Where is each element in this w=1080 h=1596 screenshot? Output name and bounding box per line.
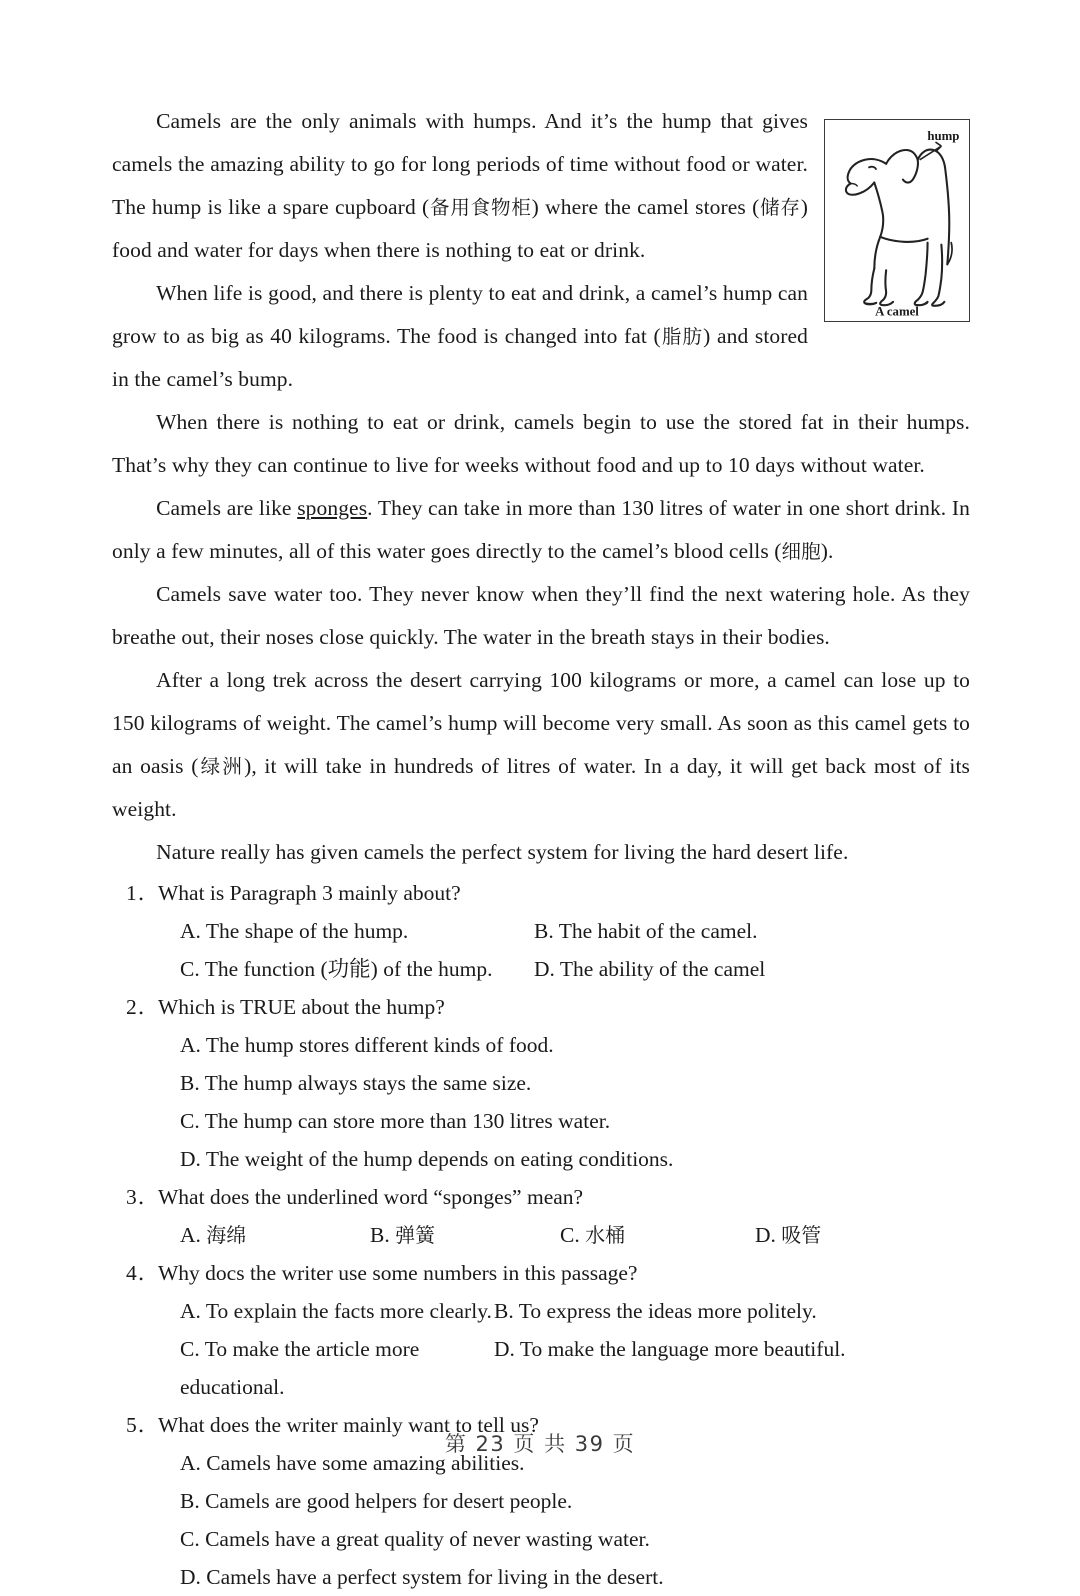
question-2-stem xyxy=(112,988,970,1026)
question-5-option-b[interactable]: B. Camels are good helpers for desert people. xyxy=(180,1489,573,1513)
question-3-option-c[interactable] xyxy=(560,1216,755,1254)
chinese-gloss: 脂肪 xyxy=(660,325,704,348)
question-3-option-c-prefix: C. xyxy=(560,1223,580,1247)
question-4-options-row-1 xyxy=(112,1292,970,1330)
question-3-option-b-prefix: B. xyxy=(370,1223,390,1247)
chinese-gloss: 储存 xyxy=(759,196,801,219)
passage-paragraph-2: When life is good, and there is plenty to eat and drink, a camel’s hump can grow to as big as 40 kilograms. The food is changed into fat (脂肪) and stored in the camel’s bump. xyxy=(112,281,809,391)
figure-hump-label: hump xyxy=(927,129,960,144)
passage-paragraph-4: Camels are like sponges. They can take in more than 130 litres of water in one short drink. In only a few minutes, all of this water goes directly to the camel’s blood cells (细胞). xyxy=(112,496,971,563)
question-4 xyxy=(112,1254,970,1406)
page-content xyxy=(112,100,970,1596)
question-2-text: Which is TRUE about the hump? xyxy=(158,995,445,1019)
question-3-option-b-text: 弹簧 xyxy=(395,1223,436,1247)
question-1-option-b[interactable]: B. The habit of the camel. xyxy=(534,919,758,943)
question-1-text: What is Paragraph 3 mainly about? xyxy=(158,881,461,905)
question-4-option-c[interactable]: C. To make the article more educational. xyxy=(180,1337,420,1399)
question-3-option-d-prefix: D. xyxy=(755,1223,776,1247)
question-3-options-row xyxy=(112,1216,970,1254)
question-2-option-b-row xyxy=(112,1064,970,1102)
question-5-option-b-row xyxy=(112,1482,970,1520)
passage-paragraph-1: Camels are the only animals with humps. And it’s the hump that gives camels the amazing ability to go for long periods of time without food or water. The hump is like a spare cupboard (备用食物柜) where the camel stores (储存) food and water for days when there is nothing to eat or drink. xyxy=(112,109,808,262)
question-5-text: What does the writer mainly want to tell us? xyxy=(158,1413,539,1437)
passage-paragraph-7: Nature really has given camels the perfect system for living the hard desert life. xyxy=(156,840,849,864)
question-3 xyxy=(112,1178,970,1254)
passage-paragraph-6: After a long trek across the desert carrying 100 kilograms or more, a camel can lose up to 150 kilograms of weight. The camel’s hump will become very small. As soon as this camel gets to an oasis (绿洲), it will take in hundreds of litres of water. In a day, it will get back most of its weight. xyxy=(112,668,971,821)
question-4-text: Why docs the writer use some numbers in this passage? xyxy=(158,1261,638,1285)
question-2-option-a-row xyxy=(112,1026,970,1064)
question-4-number: 4． xyxy=(126,1261,161,1285)
question-1-number: 1． xyxy=(126,881,161,905)
question-1-option-c[interactable]: C. The function (功能) of the hump. xyxy=(180,957,493,981)
chinese-gloss: 绿洲 xyxy=(198,755,245,778)
question-5-option-d[interactable]: D. Camels have a perfect system for living in the desert. xyxy=(180,1565,664,1589)
question-2-option-a[interactable]: A. The hump stores different kinds of food. xyxy=(180,1033,554,1057)
question-5-number: 5． xyxy=(126,1413,161,1437)
question-4-options-row-2 xyxy=(112,1330,970,1406)
question-3-option-d-text: 吸管 xyxy=(781,1223,822,1247)
underlined-word: sponges xyxy=(297,496,368,520)
camel-figure-box xyxy=(824,119,970,322)
question-2-option-b[interactable]: B. The hump always stays the same size. xyxy=(180,1071,532,1095)
question-2-option-d-row xyxy=(112,1140,970,1178)
question-3-option-b[interactable] xyxy=(370,1216,560,1254)
question-3-option-c-text: 水桶 xyxy=(585,1223,626,1247)
question-3-option-d[interactable] xyxy=(755,1216,945,1254)
question-2-number: 2． xyxy=(126,995,161,1019)
question-1-option-a[interactable]: A. The shape of the hump. xyxy=(180,919,409,943)
chinese-gloss: 细胞 xyxy=(781,540,821,563)
question-5-option-a[interactable]: A. Camels have some amazing abilities. xyxy=(180,1451,525,1475)
question-3-option-a[interactable] xyxy=(180,1216,370,1254)
question-1-options-row-2 xyxy=(112,950,970,988)
figure-caption: A camel xyxy=(875,304,919,319)
question-4-option-b[interactable]: B. To express the ideas more politely. xyxy=(494,1299,817,1323)
question-2-option-c-row xyxy=(112,1102,970,1140)
question-3-stem xyxy=(112,1178,970,1216)
camel-illustration xyxy=(825,120,969,321)
question-1 xyxy=(112,874,970,988)
question-5-option-d-row xyxy=(112,1558,970,1596)
question-1-option-d[interactable]: D. The ability of the camel xyxy=(534,957,766,981)
page-footer: 第 23 页 共 39 页 xyxy=(444,1432,636,1456)
question-4-option-a[interactable]: A. To explain the facts more clearly. xyxy=(180,1299,492,1323)
question-5-option-c-row xyxy=(112,1520,970,1558)
question-3-number: 3． xyxy=(126,1185,161,1209)
question-3-text: What does the underlined word “sponges” mean? xyxy=(158,1185,584,1209)
question-3-option-a-prefix: A. xyxy=(180,1223,201,1247)
question-2-option-c[interactable]: C. The hump can store more than 130 litres water. xyxy=(180,1109,611,1133)
question-5-option-c[interactable]: C. Camels have a great quality of never wasting water. xyxy=(180,1527,650,1551)
question-3-option-a-text: 海绵 xyxy=(206,1223,247,1247)
question-2-option-d[interactable]: D. The weight of the hump depends on eating conditions. xyxy=(180,1147,674,1171)
question-1-stem xyxy=(112,874,970,912)
passage-paragraph-5: Camels save water too. They never know when they’ll find the next watering hole. As they breathe out, their noses close quickly. The water in the breath stays in their bodies. xyxy=(112,582,970,649)
passage-paragraph-3: When there is nothing to eat or drink, camels begin to use the stored fat in their humps. That’s why they can continue to live for weeks without food and up to 10 days without water. xyxy=(112,410,970,477)
question-4-stem xyxy=(112,1254,970,1292)
chinese-gloss: 备用食物柜 xyxy=(429,196,532,219)
question-4-option-d[interactable]: D. To make the language more beautiful. xyxy=(494,1337,846,1361)
question-1-options-row-1 xyxy=(112,912,970,950)
question-2 xyxy=(112,988,970,1178)
